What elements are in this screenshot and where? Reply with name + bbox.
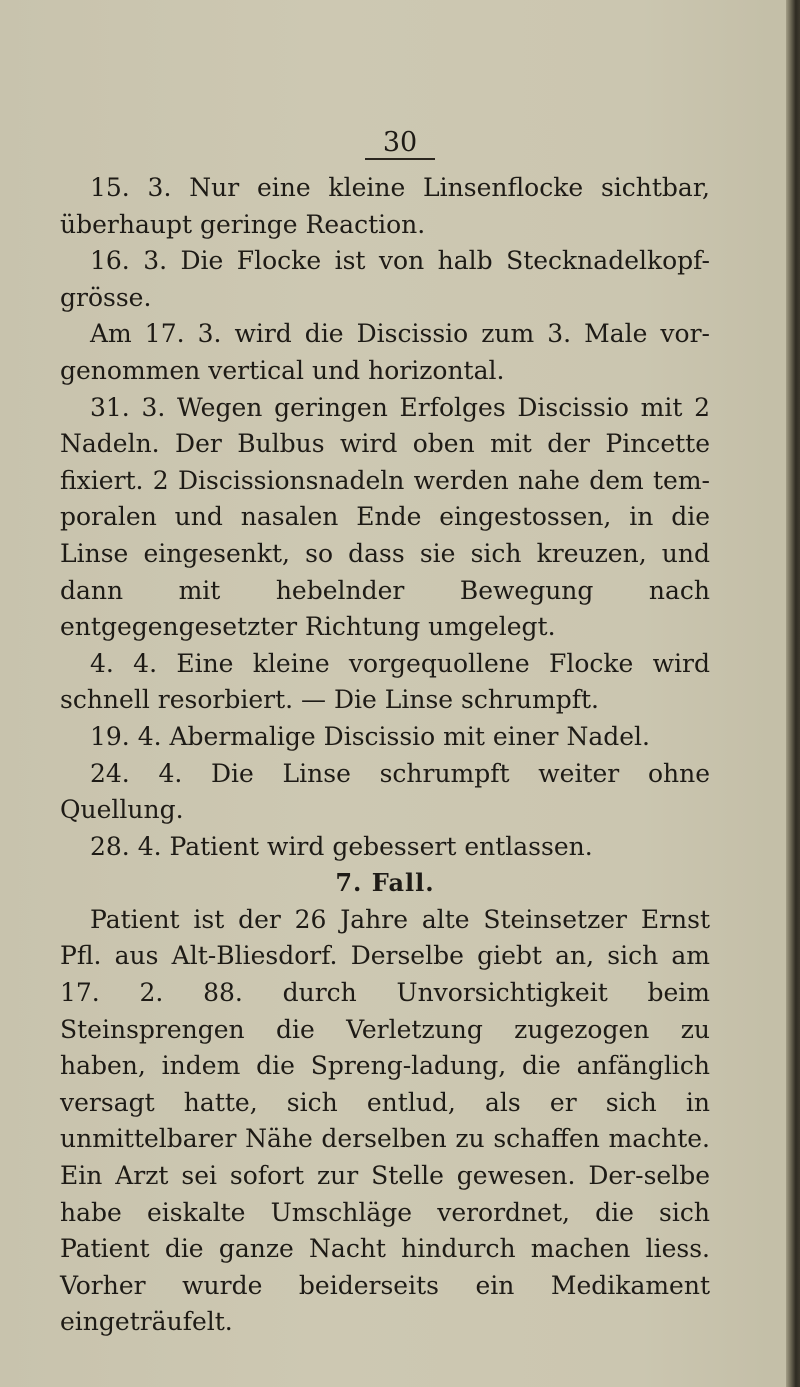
paragraph-entry-16-3: 16. 3. Die Flocke ist von halb Stecknadelkopf-grösse.: [60, 246, 710, 312]
paragraph-entry-24-4: 24. 4. Die Linse schrumpft weiter ohne Quellung.: [60, 758, 710, 825]
paragraph-entry-19-4: 19. 4. Abermalige Discissio mit einer Nadel.: [90, 721, 650, 751]
page-edge-shadow: [786, 0, 800, 1387]
paragraph-entry-31-3: 31. 3. Wegen geringen Erfolges Discissio mit 2 Nadeln. Der Bulbus wird oben mit der Pincette fixiert. 2 Discissionsnadeln werden nahe dem tem-poralen und nasalen Ende eingestossen, in die Linse eingesenkt, so dass sie sich kreuzen, und dann mit hebelnder Bewegung nach entgegengesetzter Richtung umgelegt.: [60, 392, 710, 642]
paragraph-entry-28-4: 28. 4. Patient wird gebessert entlassen.: [90, 831, 593, 861]
body-text: [60, 170, 710, 1341]
paragraph-entry-4-4: 4. 4. Eine kleine vorgequollene Flocke wird schnell resorbiert. — Die Linse schrumpft.: [60, 648, 710, 715]
case-paragraph: Patient ist der 26 Jahre alte Steinsetzer Ernst Pfl. aus Alt-Bliesdorf. Derselbe giebt an, sich am 17. 2. 88. durch Unvorsichtigkeit beim Steinsprengen die Verletzung zugezogen zu haben, indem die Spreng-ladung, die anfänglich versagt hatte, sich entlud, als er sich in unmittelbarer Nähe derselben zu schaffen machte. Ein Arzt sei sofort zur Stelle gewesen. Der-selbe habe eiskalte Umschläge verordnet, die sich Patient die ganze Nacht hindurch machen liess. Vorher wurde beiderseits ein Medikament eingeträufelt.: [60, 904, 710, 1337]
case-heading: 7. Fall.: [335, 868, 435, 898]
paragraph-entry-17-3: Am 17. 3. wird die Discissio zum 3. Male vor-genommen vertical und horizontal.: [60, 319, 710, 385]
page-number: 30: [0, 126, 800, 160]
paragraph-entry-15-3: 15. 3. Nur eine kleine Linsenflocke sichtbar, überhaupt geringe Reaction.: [60, 173, 710, 239]
